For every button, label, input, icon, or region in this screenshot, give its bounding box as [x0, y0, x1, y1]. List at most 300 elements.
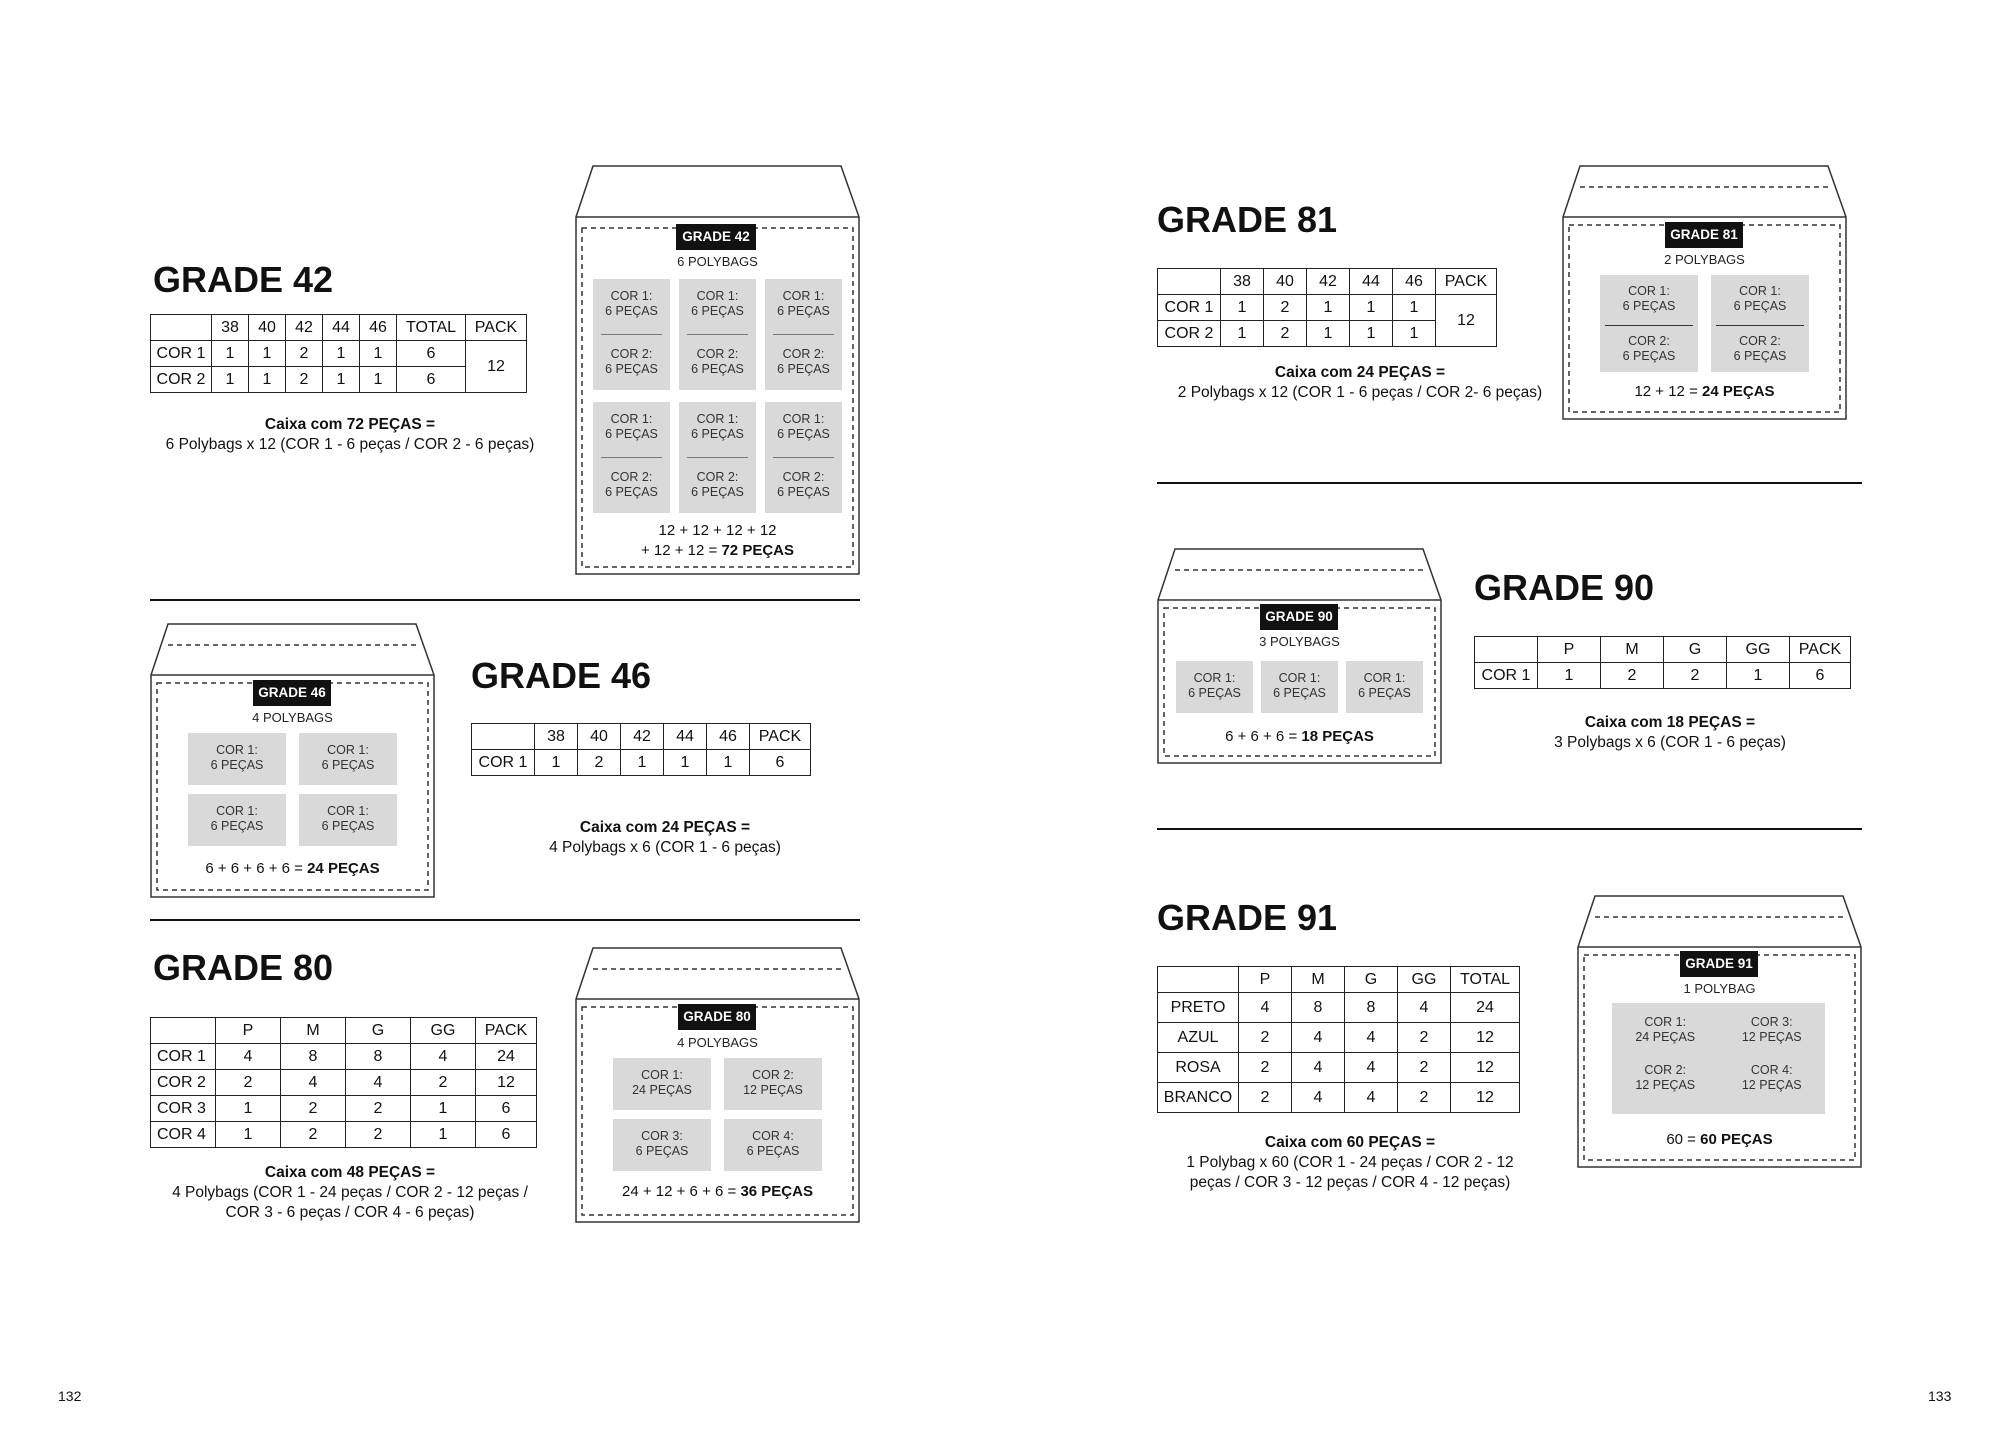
- cell-text: 6 PEÇAS: [777, 362, 830, 376]
- box-label: GRADE 90: [1260, 604, 1338, 630]
- row-label: COR 2: [1158, 321, 1221, 347]
- table-cell: 4: [1292, 1053, 1345, 1083]
- table-cell: 2: [411, 1070, 476, 1096]
- cell-text: COR 3:: [1750, 1015, 1793, 1029]
- cell-text: COR 1:: [610, 289, 653, 303]
- table-cell: 1: [249, 367, 286, 393]
- table-cell: 1: [1221, 321, 1264, 347]
- cell-text: COR 2:: [696, 470, 739, 484]
- row-label: COR 1: [151, 1044, 216, 1070]
- cell-text: COR 1:: [1644, 1015, 1687, 1029]
- header-cell: GG: [1398, 967, 1451, 993]
- row-label: COR 3: [151, 1096, 216, 1122]
- table-cell: 1: [216, 1096, 281, 1122]
- table-cell: 1: [707, 750, 750, 776]
- grade-80-table: [150, 1017, 537, 1148]
- table-cell: 1: [1221, 295, 1264, 321]
- cell-text: 6 PEÇAS: [605, 304, 658, 318]
- table-cell: 2: [1398, 1023, 1451, 1053]
- row-label: BRANCO: [1158, 1083, 1239, 1113]
- table-header-row: [472, 724, 811, 750]
- header-cell: 46: [360, 315, 397, 341]
- row-label: COR 4: [151, 1122, 216, 1148]
- caption-line: 3 Polybags x 6 (COR 1 - 6 peças): [1554, 734, 1786, 751]
- caption-bold: Caixa com 60 PEÇAS =: [1264, 1134, 1436, 1151]
- table-header-row: [151, 1018, 537, 1044]
- header-cell: 42: [1307, 269, 1350, 295]
- sum-total: 24 PEÇAS: [1702, 383, 1775, 400]
- table-row: [1158, 1053, 1520, 1083]
- header-cell: P: [216, 1018, 281, 1044]
- cell-divider: [1605, 325, 1693, 326]
- cell-text: COR 1:: [1739, 284, 1781, 298]
- table-cell: 2: [286, 367, 323, 393]
- page-number-right: 133: [1928, 1388, 1952, 1404]
- polybag-cell: [299, 794, 397, 846]
- table-cell: 1: [249, 341, 286, 367]
- cell-text: COR 1:: [327, 743, 369, 757]
- polybag-cell: [679, 402, 756, 513]
- header-cell: G: [1345, 967, 1398, 993]
- polybag-cell: [1346, 661, 1423, 713]
- cell-text: COR 1:: [696, 289, 739, 303]
- cell-text: 6 PEÇAS: [1273, 686, 1326, 700]
- table-cell: 6: [1790, 663, 1851, 689]
- cell-text: 6 PEÇAS: [1358, 686, 1411, 700]
- grade-46-table: [471, 723, 811, 776]
- header-cell: M: [1292, 967, 1345, 993]
- header-cell: PACK: [750, 724, 811, 750]
- cell-text: COR 1:: [1628, 284, 1670, 298]
- table-cell: 2: [578, 750, 621, 776]
- cell-text: COR 2:: [610, 470, 653, 484]
- cell-divider: [601, 334, 663, 335]
- polybag-cell: [593, 402, 670, 513]
- table-cell: 8: [1292, 993, 1345, 1023]
- table-cell: 1: [212, 341, 249, 367]
- grade-81-title: GRADE 81: [1157, 199, 1338, 240]
- polybag-count: 3 POLYBAGS: [1259, 634, 1340, 649]
- table-row: [1158, 295, 1497, 321]
- grade-46-box-diagram: [150, 623, 435, 898]
- table-cell: 2: [1664, 663, 1727, 689]
- cell-text: 6 PEÇAS: [691, 362, 744, 376]
- table-header-row: [1158, 269, 1497, 295]
- table-cell: 1: [664, 750, 707, 776]
- cell-text: COR 1:: [696, 412, 739, 426]
- sum-total: 18 PEÇAS: [1301, 728, 1374, 745]
- grade-81-caption: [1150, 363, 1570, 403]
- cell-text: COR 3:: [641, 1129, 683, 1143]
- header-cell: 44: [664, 724, 707, 750]
- cell-text: COR 1:: [1278, 671, 1321, 685]
- sum-total: 24 PEÇAS: [307, 860, 380, 877]
- caption-line: 2 Polybags x 12 (COR 1 - 6 peças / COR 2- 6 peças): [1177, 384, 1543, 401]
- polybag-cell: [188, 794, 286, 846]
- caption-line: COR 3 - 6 peças / COR 4 - 6 peças): [225, 1204, 475, 1221]
- table-cell: 1: [216, 1122, 281, 1148]
- caption-line: peças / COR 3 - 12 peças / COR 4 - 12 peças): [1189, 1174, 1511, 1191]
- row-label: COR 1: [151, 341, 212, 367]
- cell-text: 6 PEÇAS: [210, 758, 264, 772]
- table-cell: 1: [535, 750, 578, 776]
- cell-text: 6 PEÇAS: [1622, 349, 1676, 363]
- header-cell: PACK: [1790, 637, 1851, 663]
- table-cell: 2: [286, 341, 323, 367]
- table-cell: 2: [1239, 1053, 1292, 1083]
- cell-text: 24 PEÇAS: [1635, 1030, 1696, 1044]
- table-cell: 4: [216, 1044, 281, 1070]
- table-cell: 6: [397, 367, 466, 393]
- grade-46-title: GRADE 46: [471, 655, 652, 696]
- polybag-cell: [613, 1119, 711, 1171]
- cell-text: COR 1:: [641, 1068, 683, 1082]
- header-cell: 44: [323, 315, 360, 341]
- row-label: COR 1: [1475, 663, 1538, 689]
- cell-text: COR 2:: [1628, 334, 1670, 348]
- cell-divider: [687, 334, 749, 335]
- box-sum: [1562, 382, 1847, 402]
- table-header-row: [151, 315, 527, 341]
- polybag-count: 6 POLYBAGS: [677, 254, 758, 269]
- cell-text: COR 1:: [216, 804, 258, 818]
- section-divider: [150, 919, 860, 921]
- table-cell: 2: [1239, 1083, 1292, 1113]
- header-cell: 40: [578, 724, 621, 750]
- header-cell: [1158, 269, 1221, 295]
- table-cell: 4: [1292, 1023, 1345, 1053]
- cell-text: 6 PEÇAS: [746, 1144, 800, 1158]
- grade-42-title: GRADE 42: [153, 259, 334, 300]
- grade-90-caption: [1520, 713, 1820, 753]
- header-cell: 42: [286, 315, 323, 341]
- table-cell: 1: [1350, 321, 1393, 347]
- header-cell: 40: [249, 315, 286, 341]
- cell-text: 12 PEÇAS: [1741, 1030, 1802, 1044]
- sum-text: 24 + 12 + 6 + 6 =: [622, 1183, 741, 1200]
- pack-cell: 12: [1436, 295, 1497, 347]
- sum-line: [575, 541, 860, 561]
- table-cell: 1: [411, 1096, 476, 1122]
- table-cell: 2: [281, 1096, 346, 1122]
- table-cell: 12: [1451, 1083, 1520, 1113]
- caption-line: 1 Polybag x 60 (COR 1 - 24 peças / COR 2 - 12: [1186, 1154, 1514, 1171]
- caption-bold: Caixa com 24 PEÇAS =: [1274, 364, 1446, 381]
- table-cell: 1: [212, 367, 249, 393]
- header-cell: 44: [1350, 269, 1393, 295]
- caption-line: 4 Polybags (COR 1 - 24 peças / COR 2 - 12 peças /: [172, 1184, 528, 1201]
- table-cell: 12: [1451, 1053, 1520, 1083]
- grade-80-title: GRADE 80: [153, 947, 334, 988]
- table-cell: 4: [1292, 1083, 1345, 1113]
- cell-text: COR 1:: [782, 412, 825, 426]
- header-cell: 46: [1393, 269, 1436, 295]
- header-cell: PACK: [476, 1018, 537, 1044]
- polybag-cell: [724, 1058, 822, 1110]
- header-cell: PACK: [1436, 269, 1497, 295]
- cell-text: 12 PEÇAS: [1741, 1078, 1802, 1092]
- table-cell: 1: [1307, 321, 1350, 347]
- sum-text: 60 =: [1666, 1131, 1701, 1148]
- cell-text: COR 1:: [610, 412, 653, 426]
- table-cell: 8: [281, 1044, 346, 1070]
- polybag-cell: [765, 279, 842, 390]
- cell-text: COR 2:: [696, 347, 739, 361]
- table-row: [151, 341, 527, 367]
- table-cell: 6: [476, 1122, 537, 1148]
- header-cell: [1158, 967, 1239, 993]
- header-cell: 40: [1264, 269, 1307, 295]
- header-cell: TOTAL: [397, 315, 466, 341]
- header-cell: M: [1601, 637, 1664, 663]
- cell-text: 24 PEÇAS: [632, 1083, 692, 1097]
- table-cell: 4: [281, 1070, 346, 1096]
- row-label: COR 2: [151, 1070, 216, 1096]
- header-cell: 42: [621, 724, 664, 750]
- cell-text: COR 1:: [216, 743, 258, 757]
- table-cell: 1: [1538, 663, 1601, 689]
- box-label: GRADE 91: [1680, 951, 1758, 977]
- polybag-cell: [1600, 275, 1698, 372]
- table-cell: 6: [750, 750, 811, 776]
- table-cell: 2: [1239, 1023, 1292, 1053]
- caption-line: 6 Polybags x 12 (COR 1 - 6 peças / COR 2 - 6 peças): [165, 436, 535, 453]
- table-cell: 1: [1393, 295, 1436, 321]
- table-cell: 2: [1264, 321, 1307, 347]
- sum-total: 36 PEÇAS: [740, 1183, 813, 1200]
- row-label: PRETO: [1158, 993, 1239, 1023]
- cell-text: 6 PEÇAS: [605, 362, 658, 376]
- table-cell: 1: [1350, 295, 1393, 321]
- polybag-cell: [299, 733, 397, 785]
- table-row: [151, 1122, 537, 1148]
- table-cell: 2: [346, 1122, 411, 1148]
- table-cell: 4: [1345, 1023, 1398, 1053]
- table-cell: 2: [216, 1070, 281, 1096]
- table-cell: 2: [1398, 1053, 1451, 1083]
- table-cell: 8: [346, 1044, 411, 1070]
- polybag-cell: [765, 402, 842, 513]
- cell-text: COR 2:: [1739, 334, 1781, 348]
- polybag-cell: [613, 1058, 711, 1110]
- sum-text: 12 + 12 =: [1634, 383, 1702, 400]
- polybag-cell: [1176, 661, 1253, 713]
- table-cell: 12: [476, 1070, 537, 1096]
- cell-text: 12 PEÇAS: [743, 1083, 803, 1097]
- cell-divider: [1716, 325, 1804, 326]
- cell-text: 6 PEÇAS: [605, 427, 658, 441]
- box-label: GRADE 80: [678, 1004, 756, 1030]
- section-divider: [1157, 828, 1862, 830]
- table-cell: 1: [1307, 295, 1350, 321]
- cell-divider: [773, 457, 835, 458]
- table-cell: 1: [360, 341, 397, 367]
- section-divider: [1157, 482, 1862, 484]
- caption-bold: Caixa com 18 PEÇAS =: [1584, 714, 1756, 731]
- row-label: ROSA: [1158, 1053, 1239, 1083]
- box-sum: [1577, 1130, 1862, 1150]
- cell-text: 6 PEÇAS: [777, 427, 830, 441]
- table-cell: 6: [397, 341, 466, 367]
- cell-text: COR 2:: [1644, 1063, 1687, 1077]
- header-cell: 38: [535, 724, 578, 750]
- cell-text: COR 1:: [782, 289, 825, 303]
- polybag-count: 1 POLYBAG: [1683, 981, 1756, 996]
- table-row: [151, 1044, 537, 1070]
- grade-90-table: [1474, 636, 1851, 689]
- cell-divider: [687, 457, 749, 458]
- caption-bold: Caixa com 72 PEÇAS =: [264, 416, 436, 433]
- grade-80-box-diagram: [575, 947, 860, 1223]
- table-cell: 2: [1398, 1083, 1451, 1113]
- table-row: [151, 1070, 537, 1096]
- cell-text: 6 PEÇAS: [691, 427, 744, 441]
- grade-42-box-diagram: [575, 165, 860, 575]
- table-cell: 4: [346, 1070, 411, 1096]
- grade-90-title: GRADE 90: [1474, 567, 1655, 608]
- table-cell: 4: [1398, 993, 1451, 1023]
- cell-text: 6 PEÇAS: [777, 304, 830, 318]
- table-cell: 4: [1345, 1053, 1398, 1083]
- cell-text: COR 4:: [1750, 1063, 1793, 1077]
- table-cell: 4: [1345, 1083, 1398, 1113]
- table-row: [151, 1096, 537, 1122]
- caption-bold: Caixa com 48 PEÇAS =: [264, 1164, 436, 1181]
- polybag-count: 4 POLYBAGS: [252, 710, 333, 725]
- grade-42-caption: [140, 415, 560, 455]
- table-cell: 1: [360, 367, 397, 393]
- header-cell: P: [1239, 967, 1292, 993]
- grade-81-box-diagram: [1562, 165, 1847, 420]
- table-cell: 24: [1451, 993, 1520, 1023]
- cell-text: 12 PEÇAS: [1635, 1078, 1696, 1092]
- table-cell: 2: [1601, 663, 1664, 689]
- cell-text: COR 4:: [752, 1129, 794, 1143]
- header-cell: M: [281, 1018, 346, 1044]
- sum-text: + 12 + 12 =: [640, 542, 722, 559]
- table-cell: 6: [476, 1096, 537, 1122]
- table-row: [1158, 993, 1520, 1023]
- cell-text: COR 1:: [1193, 671, 1236, 685]
- cell-text: 6 PEÇAS: [691, 485, 744, 499]
- cell-text: 6 PEÇAS: [691, 304, 744, 318]
- sum-total: 72 PEÇAS: [721, 542, 795, 559]
- table-cell: 1: [411, 1122, 476, 1148]
- box-sum: [150, 859, 435, 879]
- table-header-row: [1158, 967, 1520, 993]
- table-row: [1475, 663, 1851, 689]
- header-cell: PACK: [466, 315, 527, 341]
- polybag-count: 2 POLYBAGS: [1664, 252, 1745, 267]
- grade-46-caption: [520, 818, 810, 858]
- table-header-row: [1475, 637, 1851, 663]
- header-cell: G: [1664, 637, 1727, 663]
- table-cell: 1: [1727, 663, 1790, 689]
- cell-text: 6 PEÇAS: [321, 819, 375, 833]
- box-sum: [575, 1182, 860, 1202]
- table-cell: 2: [346, 1096, 411, 1122]
- table-cell: 1: [1393, 321, 1436, 347]
- table-row: [1158, 1023, 1520, 1053]
- sum-line: 12 + 12 + 12 + 12: [658, 522, 777, 539]
- page-number-left: 132: [58, 1388, 82, 1404]
- cell-text: 6 PEÇAS: [1733, 349, 1787, 363]
- cell-text: COR 2:: [782, 470, 825, 484]
- polybag-cell: [593, 279, 670, 390]
- row-label: COR 1: [472, 750, 535, 776]
- table-row: [472, 750, 811, 776]
- table-cell: 1: [323, 341, 360, 367]
- caption-bold: Caixa com 24 PEÇAS =: [579, 819, 751, 836]
- cell-text: 6 PEÇAS: [635, 1144, 689, 1158]
- header-cell: TOTAL: [1451, 967, 1520, 993]
- table-cell: 24: [476, 1044, 537, 1070]
- cell-text: COR 2:: [610, 347, 653, 361]
- grade-80-caption: [140, 1163, 560, 1223]
- header-cell: 38: [212, 315, 249, 341]
- header-cell: [472, 724, 535, 750]
- section-divider: [150, 599, 860, 601]
- cell-text: 6 PEÇAS: [1622, 299, 1676, 313]
- polybag-cell: [1612, 1003, 1825, 1114]
- grade-91-caption: [1150, 1133, 1550, 1193]
- cell-divider: [601, 457, 663, 458]
- polybag-cell: [1711, 275, 1809, 372]
- cell-text: 6 PEÇAS: [321, 758, 375, 772]
- cell-text: 6 PEÇAS: [1733, 299, 1787, 313]
- table-row: [1158, 1083, 1520, 1113]
- grade-81-table: [1157, 268, 1497, 347]
- header-cell: P: [1538, 637, 1601, 663]
- pack-cell: 12: [466, 341, 527, 393]
- table-cell: 12: [1451, 1023, 1520, 1053]
- box-label: GRADE 81: [1665, 222, 1743, 248]
- cell-text: 6 PEÇAS: [605, 485, 658, 499]
- table-cell: 2: [1264, 295, 1307, 321]
- sum-text: 6 + 6 + 6 + 6 =: [205, 860, 308, 877]
- caption-line: 4 Polybags x 6 (COR 1 - 6 peças): [549, 839, 781, 856]
- row-label: COR 2: [151, 367, 212, 393]
- polybag-cell: [1261, 661, 1338, 713]
- grade-42-table: [150, 314, 527, 393]
- header-cell: 38: [1221, 269, 1264, 295]
- cell-text: COR 2:: [782, 347, 825, 361]
- polybag-count: 4 POLYBAGS: [677, 1035, 758, 1050]
- sum-text: 6 + 6 + 6 =: [1225, 728, 1302, 745]
- table-cell: 2: [281, 1122, 346, 1148]
- cell-text: COR 2:: [752, 1068, 794, 1082]
- box-label: GRADE 46: [253, 680, 331, 706]
- table-cell: 1: [621, 750, 664, 776]
- grade-91-table: [1157, 966, 1520, 1113]
- grade-91-title: GRADE 91: [1157, 897, 1338, 938]
- cell-text: 6 PEÇAS: [1188, 686, 1241, 700]
- table-cell: 1: [323, 367, 360, 393]
- header-cell: [1475, 637, 1538, 663]
- header-cell: G: [346, 1018, 411, 1044]
- header-cell: 46: [707, 724, 750, 750]
- table-cell: 8: [1345, 993, 1398, 1023]
- cell-text: 6 PEÇAS: [210, 819, 264, 833]
- header-cell: [151, 1018, 216, 1044]
- polybag-cell: [679, 279, 756, 390]
- polybag-cell: [724, 1119, 822, 1171]
- box-sum: [575, 521, 860, 561]
- header-cell: GG: [1727, 637, 1790, 663]
- header-cell: GG: [411, 1018, 476, 1044]
- cell-text: COR 1:: [327, 804, 369, 818]
- cell-text: COR 1:: [1363, 671, 1406, 685]
